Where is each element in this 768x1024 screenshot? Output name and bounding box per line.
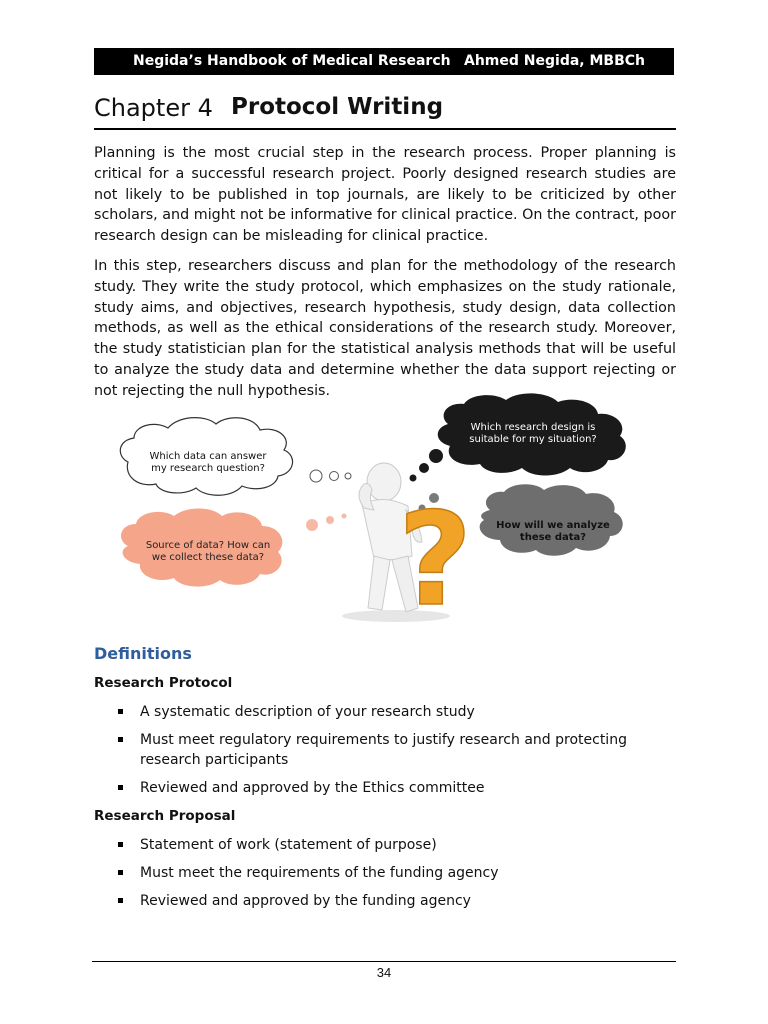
author-name: Ahmed Negida, MBBCh	[464, 53, 645, 69]
research-protocol-title: Research Protocol	[94, 675, 233, 691]
running-header	[94, 48, 674, 75]
question-mark-icon	[398, 486, 472, 630]
chapter-number: Chapter 4	[94, 94, 213, 122]
bullet-icon	[118, 709, 123, 714]
bubble-text-top-left: Which data can answer my research question?	[149, 451, 267, 474]
list-item: Reviewed and approved by the funding agency	[94, 891, 676, 911]
chapter-heading	[94, 92, 676, 130]
thinking-figure	[108, 390, 668, 630]
page-number: 34	[376, 965, 392, 980]
question-mark-glyph: ?	[398, 486, 473, 630]
paragraph-methodology: In this step, researchers discuss and plan for the methodology of the research study. They write the study protocol, which emphasizes on the study rationale, study aims, and objectives, research hypothesis, study design, data collection methods, as well as the ethical considerations of the research study. Moreover, the study statistician plan for the statistical analysis methods that will be useful to analyze the study data and determine whether the data support rejecting or not rejecting the null hypothesis.	[94, 258, 676, 399]
bullet-icon	[118, 785, 123, 790]
bullet-icon	[118, 842, 123, 847]
bubble-text-bottom-left: Source of data? How can we collect these data?	[145, 540, 271, 563]
list-item: Must meet the requirements of the funding agency	[94, 863, 676, 883]
definitions-heading: Definitions	[94, 644, 192, 663]
list-item: Must meet regulatory requirements to justify research and protecting research participants	[94, 730, 676, 770]
bubble-text-top-right: Which research design is suitable for my situation?	[469, 422, 597, 445]
paragraph-planning: Planning is the most crucial step in the research process. Proper planning is critical for a successful research project. Poorly designed research studies are not likely to be published in top journals, are likely to be criticized by other scholars, and might not be informative for clinical practice. On the contract, poor research design can be misleading for clinical practice.	[94, 145, 676, 245]
list-item: Statement of work (statement of purpose)	[94, 835, 676, 855]
list-item: A systematic description of your research study	[94, 702, 676, 722]
bullet-icon	[118, 737, 123, 742]
footer-divider	[92, 961, 676, 962]
bullet-icon	[118, 898, 123, 903]
chapter-title: Protocol Writing	[231, 94, 444, 120]
research-proposal-title: Research Proposal	[94, 808, 236, 824]
research-proposal-list	[94, 835, 676, 911]
research-protocol-list	[94, 702, 676, 798]
list-item: Reviewed and approved by the Ethics committee	[94, 778, 676, 798]
bullet-icon	[118, 870, 123, 875]
bubble-text-bottom-right: How will we analyze these data?	[496, 520, 610, 543]
book-title: Negida’s Handbook of Medical Research	[133, 53, 451, 69]
